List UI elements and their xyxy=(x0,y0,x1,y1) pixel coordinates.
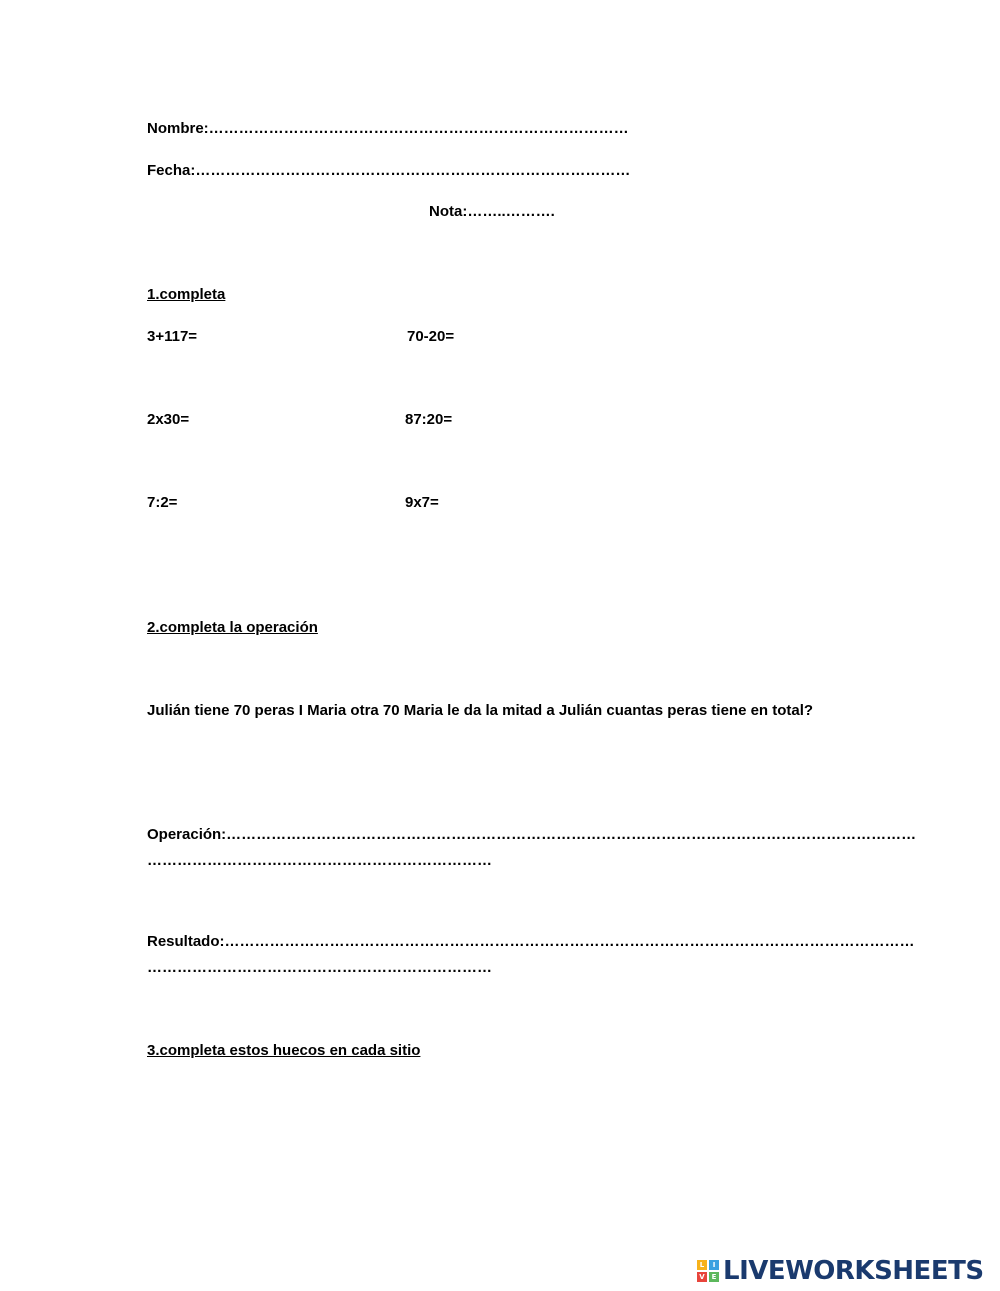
problem-text: Julián tiene 70 peras I Maria otra 70 Maria le da la mitad a Julián cuantas peras tiene en total? xyxy=(147,702,814,719)
operation-item: 70-20= xyxy=(407,328,455,345)
section-3-title: 3.completa estos huecos en cada sitio xyxy=(147,1042,421,1059)
nombre-field[interactable]: Nombre:………………………………………………………………………… xyxy=(147,120,629,137)
operation-item: 3+117= xyxy=(147,328,198,345)
nota-field[interactable]: Nota:……..………. xyxy=(429,203,555,220)
liveworksheets-logo xyxy=(697,1256,984,1286)
operation-item: 7:2= xyxy=(147,494,178,511)
logo-text: LIVEWORKSHEETS xyxy=(723,1256,984,1286)
operation-item: 87:20= xyxy=(405,411,453,428)
resultado-field-continuation[interactable]: …………………………………………………………… xyxy=(147,959,492,976)
logo-cube: V xyxy=(697,1272,707,1282)
section-2-title: 2.completa la operación xyxy=(147,619,318,636)
logo-cube: L xyxy=(697,1260,707,1270)
operation-item: 2x30= xyxy=(147,411,190,428)
operacion-field[interactable]: Operación:………………………………………………………………………………………………………………………… xyxy=(147,826,917,843)
operation-item: 9x7= xyxy=(405,494,439,511)
logo-cube: I xyxy=(709,1260,719,1270)
logo-cubes-icon xyxy=(697,1260,719,1282)
logo-cube: E xyxy=(709,1272,719,1282)
fecha-field[interactable]: Fecha:…………………………………………………………………………… xyxy=(147,162,631,179)
section-1-title: 1.completa xyxy=(147,286,226,303)
resultado-field[interactable]: Resultado:………………………………………………………………………………………………………………………… xyxy=(147,933,915,950)
operacion-field-continuation[interactable]: …………………………………………………………… xyxy=(147,852,492,869)
